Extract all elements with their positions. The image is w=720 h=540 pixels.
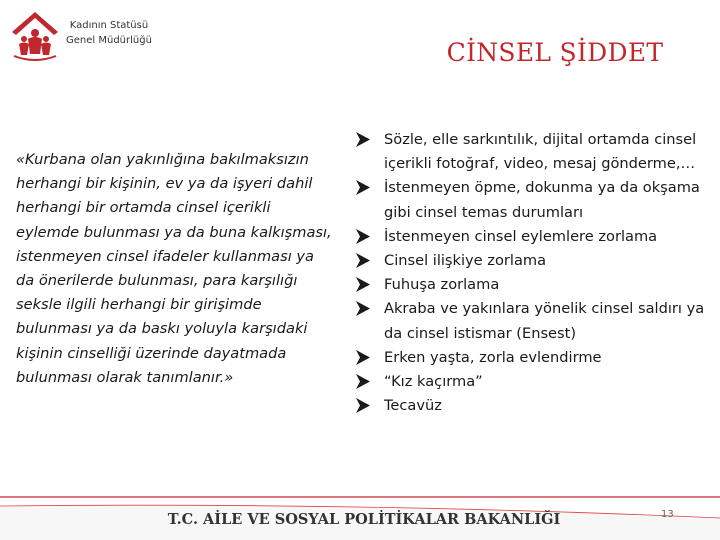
arrow-check-bullet-icon [355,397,371,414]
bullet-text: Fuhuşa zorlama [384,276,500,294]
bullet-text: Akraba ve yakınlara yönelik cinsel saldırı ya da cinsel istismar (Ensest) [384,300,705,342]
bullet-text: Cinsel ilişkiye zorlama [384,252,547,270]
bullet-list [355,128,715,418]
arrow-check-bullet-icon [355,373,371,390]
bullet-text: Sözle, elle sarkıntılık, dijital ortamda cinsel içerikli fotoğraf, video, mesaj gönderme,… [384,131,697,173]
arrow-check-bullet-icon [355,131,371,148]
bullet-text: Tecavüz [384,397,442,415]
definition-text: «Kurbana olan yakınlığına bakılmaksızın herhangi bir kişinin, ev ya da işyeri dahil herhangi bir ortamda cinsel içerikli eylemde bulunması ya da buna kalkışması, istenmeyen cinsel ifadeler kullanması ya da önerilerde bulunması, para karşılığı seksle ilgili herhangi bir girişimde bulunması ya da baskı yoluyla karşıdaki kişinin cinselliği üzerinde dayatmada bulunması olarak tanımlanır.» [16,151,332,386]
bullet-item [355,394,715,418]
bullet-text: “Kız kaçırma” [384,373,483,391]
bullet-item [355,128,715,176]
arrow-check-bullet-icon [355,276,371,293]
bullet-item [355,225,715,249]
arrow-check-bullet-icon [355,228,371,245]
bullet-text: İstenmeyen öpme, dokunma ya da okşama gibi cinsel temas durumları [384,179,700,221]
bullet-item [355,176,715,224]
org-name-line2: Genel Müdürlüğü [66,35,152,46]
bullet-item [355,370,715,394]
bullet-item [355,273,715,297]
page-number: 13 [661,509,674,520]
arrow-check-bullet-icon [355,179,371,196]
ministry-logo-icon [8,8,62,62]
bullet-text: İstenmeyen cinsel eylemlere zorlama [384,227,658,245]
bullet-text: Erken yaşta, zorla evlendirme [384,348,602,366]
arrow-check-bullet-icon [355,349,371,366]
arrow-check-bullet-icon [355,252,371,269]
organization-name [66,18,152,48]
org-name-line1: Kadının Statüsü [69,20,149,31]
bullet-item [355,249,715,273]
bullet-item [355,346,715,370]
bullet-item [355,297,715,345]
arrow-check-bullet-icon [355,300,371,317]
ministry-name: T.C. AİLE VE SOSYAL POLİTİKALAR BAKANLIĞI [167,511,561,528]
slide-title: CİNSEL ŞİDDET [446,38,664,67]
